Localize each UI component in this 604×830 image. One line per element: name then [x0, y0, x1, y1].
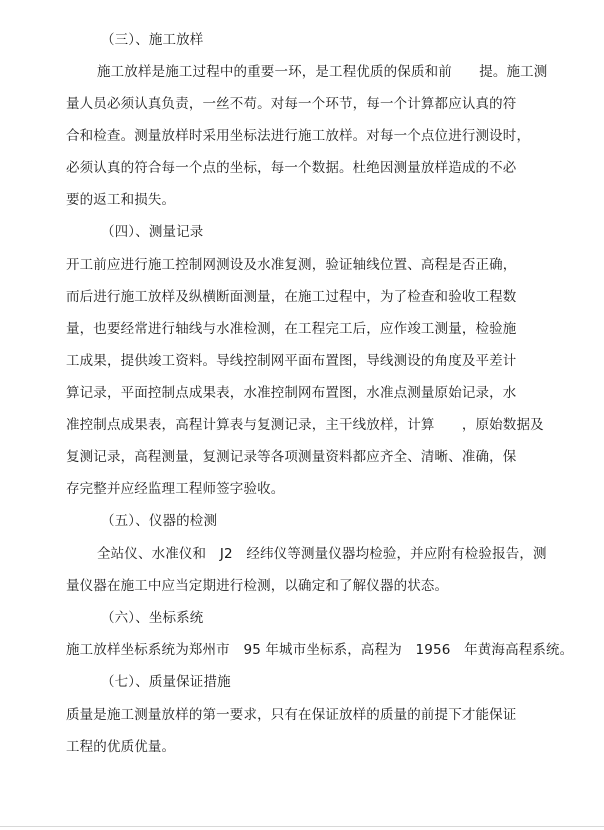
paragraph-line: 工程的优质优量。 [66, 739, 176, 755]
paragraph-line: 量人员必须认真负责，一丝不苟。对每一个环节，每一个计算都应认真的符 [66, 96, 517, 112]
section-heading-7: （七）、质量保证措施 [101, 674, 231, 690]
paragraph-line: 量，也要经常进行轴线与水准检测，在工程完工后，应作竣工测量，检验施 [66, 321, 517, 337]
section-heading-6: （六）、坐标系统 [101, 610, 204, 626]
section-heading-4: （四）、测量记录 [101, 224, 204, 240]
paragraph-line: 施工放样坐标系统为郑州市 95 年城市坐标系，高程为 1956 年黄海高程系统。 [66, 642, 574, 658]
section-heading-3: （三）、施工放样 [101, 32, 204, 48]
paragraph-line: 全站仪、水准仪和 J2 经纬仪等测量仪器均检验，并应附有检验报告，测 [97, 546, 547, 562]
paragraph-line: 必须认真的符合每一个点的坐标，每一个数据。杜绝因测量放样造成的不必 [66, 160, 517, 176]
paragraph-line: 存完整并应经监理工程师签字验收。 [66, 481, 285, 497]
paragraph-line: 施工放样是施工过程中的重要一环，是工程优质的保质和前 提。施工测 [97, 64, 548, 80]
paragraph-line: 复测记录，高程测量，复测记录等各项测量资料都应齐全、清晰、准确，保 [66, 449, 517, 465]
paragraph-line: 量仪器在施工中应当定期进行检测，以确定和了解仪器的状态。 [66, 578, 449, 594]
paragraph-line: 合和检查。测量放样时采用坐标法进行施工放样。对每一个点位进行测设时， [66, 128, 531, 144]
paragraph-line: 要的返工和损失。 [66, 192, 176, 208]
paragraph-line: 而后进行施工放样及纵横断面测量，在施工过程中，为了检查和验收工程数 [66, 289, 517, 305]
paragraph-line: 准控制点成果表，高程计算表与复测记录，主干线放样，计算 ，原始数据及 [66, 417, 544, 433]
section-heading-5: （五）、仪器的检测 [101, 513, 218, 529]
paragraph-line: 质量是施工测量放样的第一要求，只有在保证放样的质量的前提下才能保证 [66, 707, 517, 723]
paragraph-line: 工成果，提供竣工资料。导线控制网平面布置图，导线测设的角度及平差计 [66, 353, 517, 369]
paragraph-line: 开工前应进行施工控制网测设及水准复测，验证轴线位置、高程是否正确， [66, 257, 517, 273]
page-bottom-divider [0, 826, 604, 827]
paragraph-line: 算记录，平面控制点成果表，水准控制网布置图，水准点测量原始记录，水 [66, 385, 517, 401]
